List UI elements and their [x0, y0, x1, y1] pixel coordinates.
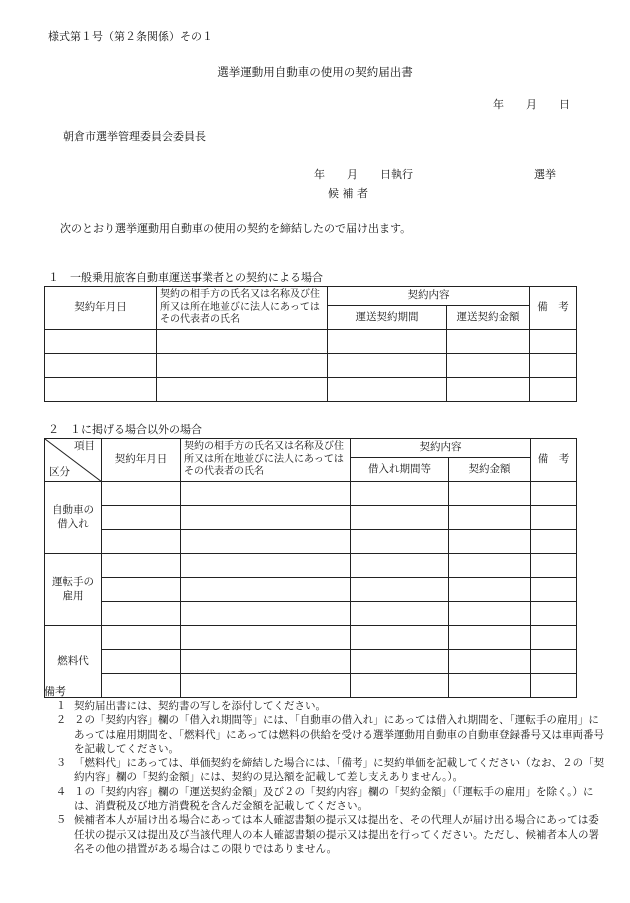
s1-header-party: 契約の相手方の氏名又は名称及び住所又は所在地並びに法人にあってはその代表者の氏名: [157, 287, 328, 330]
cell[interactable]: [328, 378, 447, 402]
election-date: 年 月 日執行: [314, 168, 413, 181]
note-number: １: [55, 700, 67, 712]
cell[interactable]: [351, 650, 449, 674]
cell[interactable]: [328, 330, 447, 354]
cell[interactable]: [447, 330, 530, 354]
category-driver-hire: 運転手の雇用: [45, 554, 102, 626]
note-item: [48, 699, 608, 713]
table-row: [45, 650, 577, 674]
cell[interactable]: [531, 650, 577, 674]
s2-header-amount: 契約金額: [449, 458, 531, 482]
note-item: [48, 713, 608, 756]
cell[interactable]: [531, 626, 577, 650]
cell[interactable]: [449, 530, 531, 554]
cell[interactable]: [530, 354, 577, 378]
cell[interactable]: [102, 482, 181, 506]
table-row: [45, 482, 577, 506]
cell[interactable]: [449, 650, 531, 674]
cell[interactable]: [531, 602, 577, 626]
cell[interactable]: [181, 506, 351, 530]
form-number: 様式第１号（第２条関係）その１: [48, 30, 213, 43]
s2-header-content: 契約内容: [351, 439, 531, 458]
cell[interactable]: [351, 530, 449, 554]
note-number: ２: [55, 714, 67, 727]
note-number: ４: [55, 785, 67, 798]
table-row: [45, 506, 577, 530]
cell[interactable]: [449, 482, 531, 506]
cell[interactable]: [102, 578, 181, 602]
s1-header-content: 契約内容: [328, 287, 530, 306]
notes-list: [48, 699, 608, 856]
cell[interactable]: [181, 554, 351, 578]
s1-header-amount: 運送契約金額: [447, 306, 530, 330]
section1-table: [44, 286, 577, 402]
note-number: ３: [55, 757, 67, 770]
note-item: [48, 756, 608, 785]
cell[interactable]: [530, 378, 577, 402]
s2-header-date: 契約年月日: [102, 439, 181, 482]
cell[interactable]: [351, 602, 449, 626]
cell[interactable]: [157, 378, 328, 402]
table-row: [45, 626, 577, 650]
cell[interactable]: [181, 578, 351, 602]
cell[interactable]: [531, 506, 577, 530]
note-number: ５: [55, 814, 67, 827]
cell[interactable]: [351, 578, 449, 602]
note-text: 候補者本人が届け出る場合にあっては本人確認書類の提示又は提出を、その代理人が届け出る場合にあっては委任状の提示又は提出及び当該代理人の本人確認書類の提示又は提出を行ってください。ただし、候補者本人の署名その他の措置がある場合はこの限りではありません。: [74, 814, 599, 855]
cell[interactable]: [449, 674, 531, 698]
cell[interactable]: [351, 674, 449, 698]
table-row: [45, 602, 577, 626]
cell[interactable]: [181, 602, 351, 626]
section2-table: [44, 438, 577, 698]
cell[interactable]: [530, 330, 577, 354]
table-row: [45, 378, 577, 402]
cell[interactable]: [45, 354, 157, 378]
cell[interactable]: [531, 578, 577, 602]
s1-header-period: 運送契約期間: [328, 306, 447, 330]
s2-header-party: 契約の相手方の氏名又は名称及び住所又は所在地並びに法人にあってはその代表者の氏名: [181, 439, 351, 482]
s1-header-date: 契約年月日: [45, 287, 157, 330]
cell[interactable]: [351, 482, 449, 506]
s2-header-category: 区分: [49, 465, 70, 478]
candidate-label: 候 補 者: [328, 187, 368, 200]
cell[interactable]: [102, 530, 181, 554]
cell[interactable]: [181, 650, 351, 674]
cell[interactable]: [449, 554, 531, 578]
table-row: [45, 578, 577, 602]
cell[interactable]: [531, 530, 577, 554]
s2-header-item: 項目: [74, 440, 95, 452]
table-row: [45, 530, 577, 554]
cell[interactable]: [102, 674, 181, 698]
note-item: [48, 813, 608, 856]
cell[interactable]: [351, 554, 449, 578]
note-text: 契約届出書には、契約書の写しを添付してください。: [74, 700, 326, 712]
notes-heading: 備考: [44, 685, 66, 698]
section1-heading: １ 一般乗用旅客自動車運送事業者との契約による場合: [48, 271, 323, 284]
table-row: [45, 330, 577, 354]
cell[interactable]: [181, 482, 351, 506]
table-row: [45, 354, 577, 378]
cell[interactable]: [102, 650, 181, 674]
cell[interactable]: [447, 354, 530, 378]
cell[interactable]: [449, 602, 531, 626]
note-text: １の「契約内容」欄の「運送契約金額」及び２の「契約内容」欄の「契約金額」（「運転手の雇用」を除く。）には、消費税及び地方消費税を含んだ金額を記載してください。: [74, 785, 594, 813]
category-fuel: 燃料代: [45, 626, 102, 698]
note-item: [48, 785, 608, 814]
s1-header-remarks: 備 考: [530, 287, 577, 330]
s2-header-diagonal: [45, 439, 102, 482]
table-row: [45, 674, 577, 698]
cell[interactable]: [102, 506, 181, 530]
election-name: 選挙: [534, 168, 556, 181]
table-row: [45, 554, 577, 578]
cell[interactable]: [531, 554, 577, 578]
cell[interactable]: [531, 674, 577, 698]
category-car-rental: 自動車の借入れ: [45, 482, 102, 554]
intro-text: 次のとおり選挙運動用自動車の使用の契約を締結したので届け出ます。: [60, 222, 412, 235]
document-title: 選挙運動用自動車の使用の契約届出書: [217, 65, 413, 79]
cell[interactable]: [102, 626, 181, 650]
cell[interactable]: [449, 506, 531, 530]
note-text: 「燃料代」にあっては、単価契約を締結した場合には、「備考」に契約単価を記載してください（なお、２の「契約内容」欄の「契約金額」には、契約の見込額を記載して差し支えありません。）。: [74, 757, 605, 784]
cell[interactable]: [45, 378, 157, 402]
cell[interactable]: [531, 482, 577, 506]
cell[interactable]: [157, 354, 328, 378]
note-text: ２の「契約内容」欄の「借入れ期間等」には、「自動車の借入れ」にあっては借入れ期間を、「運転手の雇用」にあっては雇用期間を、「燃料代」にあっては燃料の供給を受ける選挙運動用自動車の自動車登録番号又は車両番号を記載してください。: [74, 714, 605, 755]
cell[interactable]: [157, 330, 328, 354]
cell[interactable]: [102, 602, 181, 626]
cell[interactable]: [351, 626, 449, 650]
section2-heading: ２ １に掲げる場合以外の場合: [48, 423, 202, 436]
cell[interactable]: [449, 578, 531, 602]
cell[interactable]: [447, 378, 530, 402]
cell[interactable]: [328, 354, 447, 378]
s2-header-remarks: 備 考: [531, 439, 577, 482]
cell[interactable]: [181, 626, 351, 650]
cell[interactable]: [102, 554, 181, 578]
cell[interactable]: [181, 674, 351, 698]
addressee: 朝倉市選挙管理委員会委員長: [63, 130, 206, 143]
cell[interactable]: [181, 530, 351, 554]
cell[interactable]: [449, 626, 531, 650]
s2-header-period: 借入れ期間等: [351, 458, 449, 482]
submission-date: 年 月 日: [493, 98, 570, 111]
cell[interactable]: [351, 506, 449, 530]
cell[interactable]: [45, 330, 157, 354]
